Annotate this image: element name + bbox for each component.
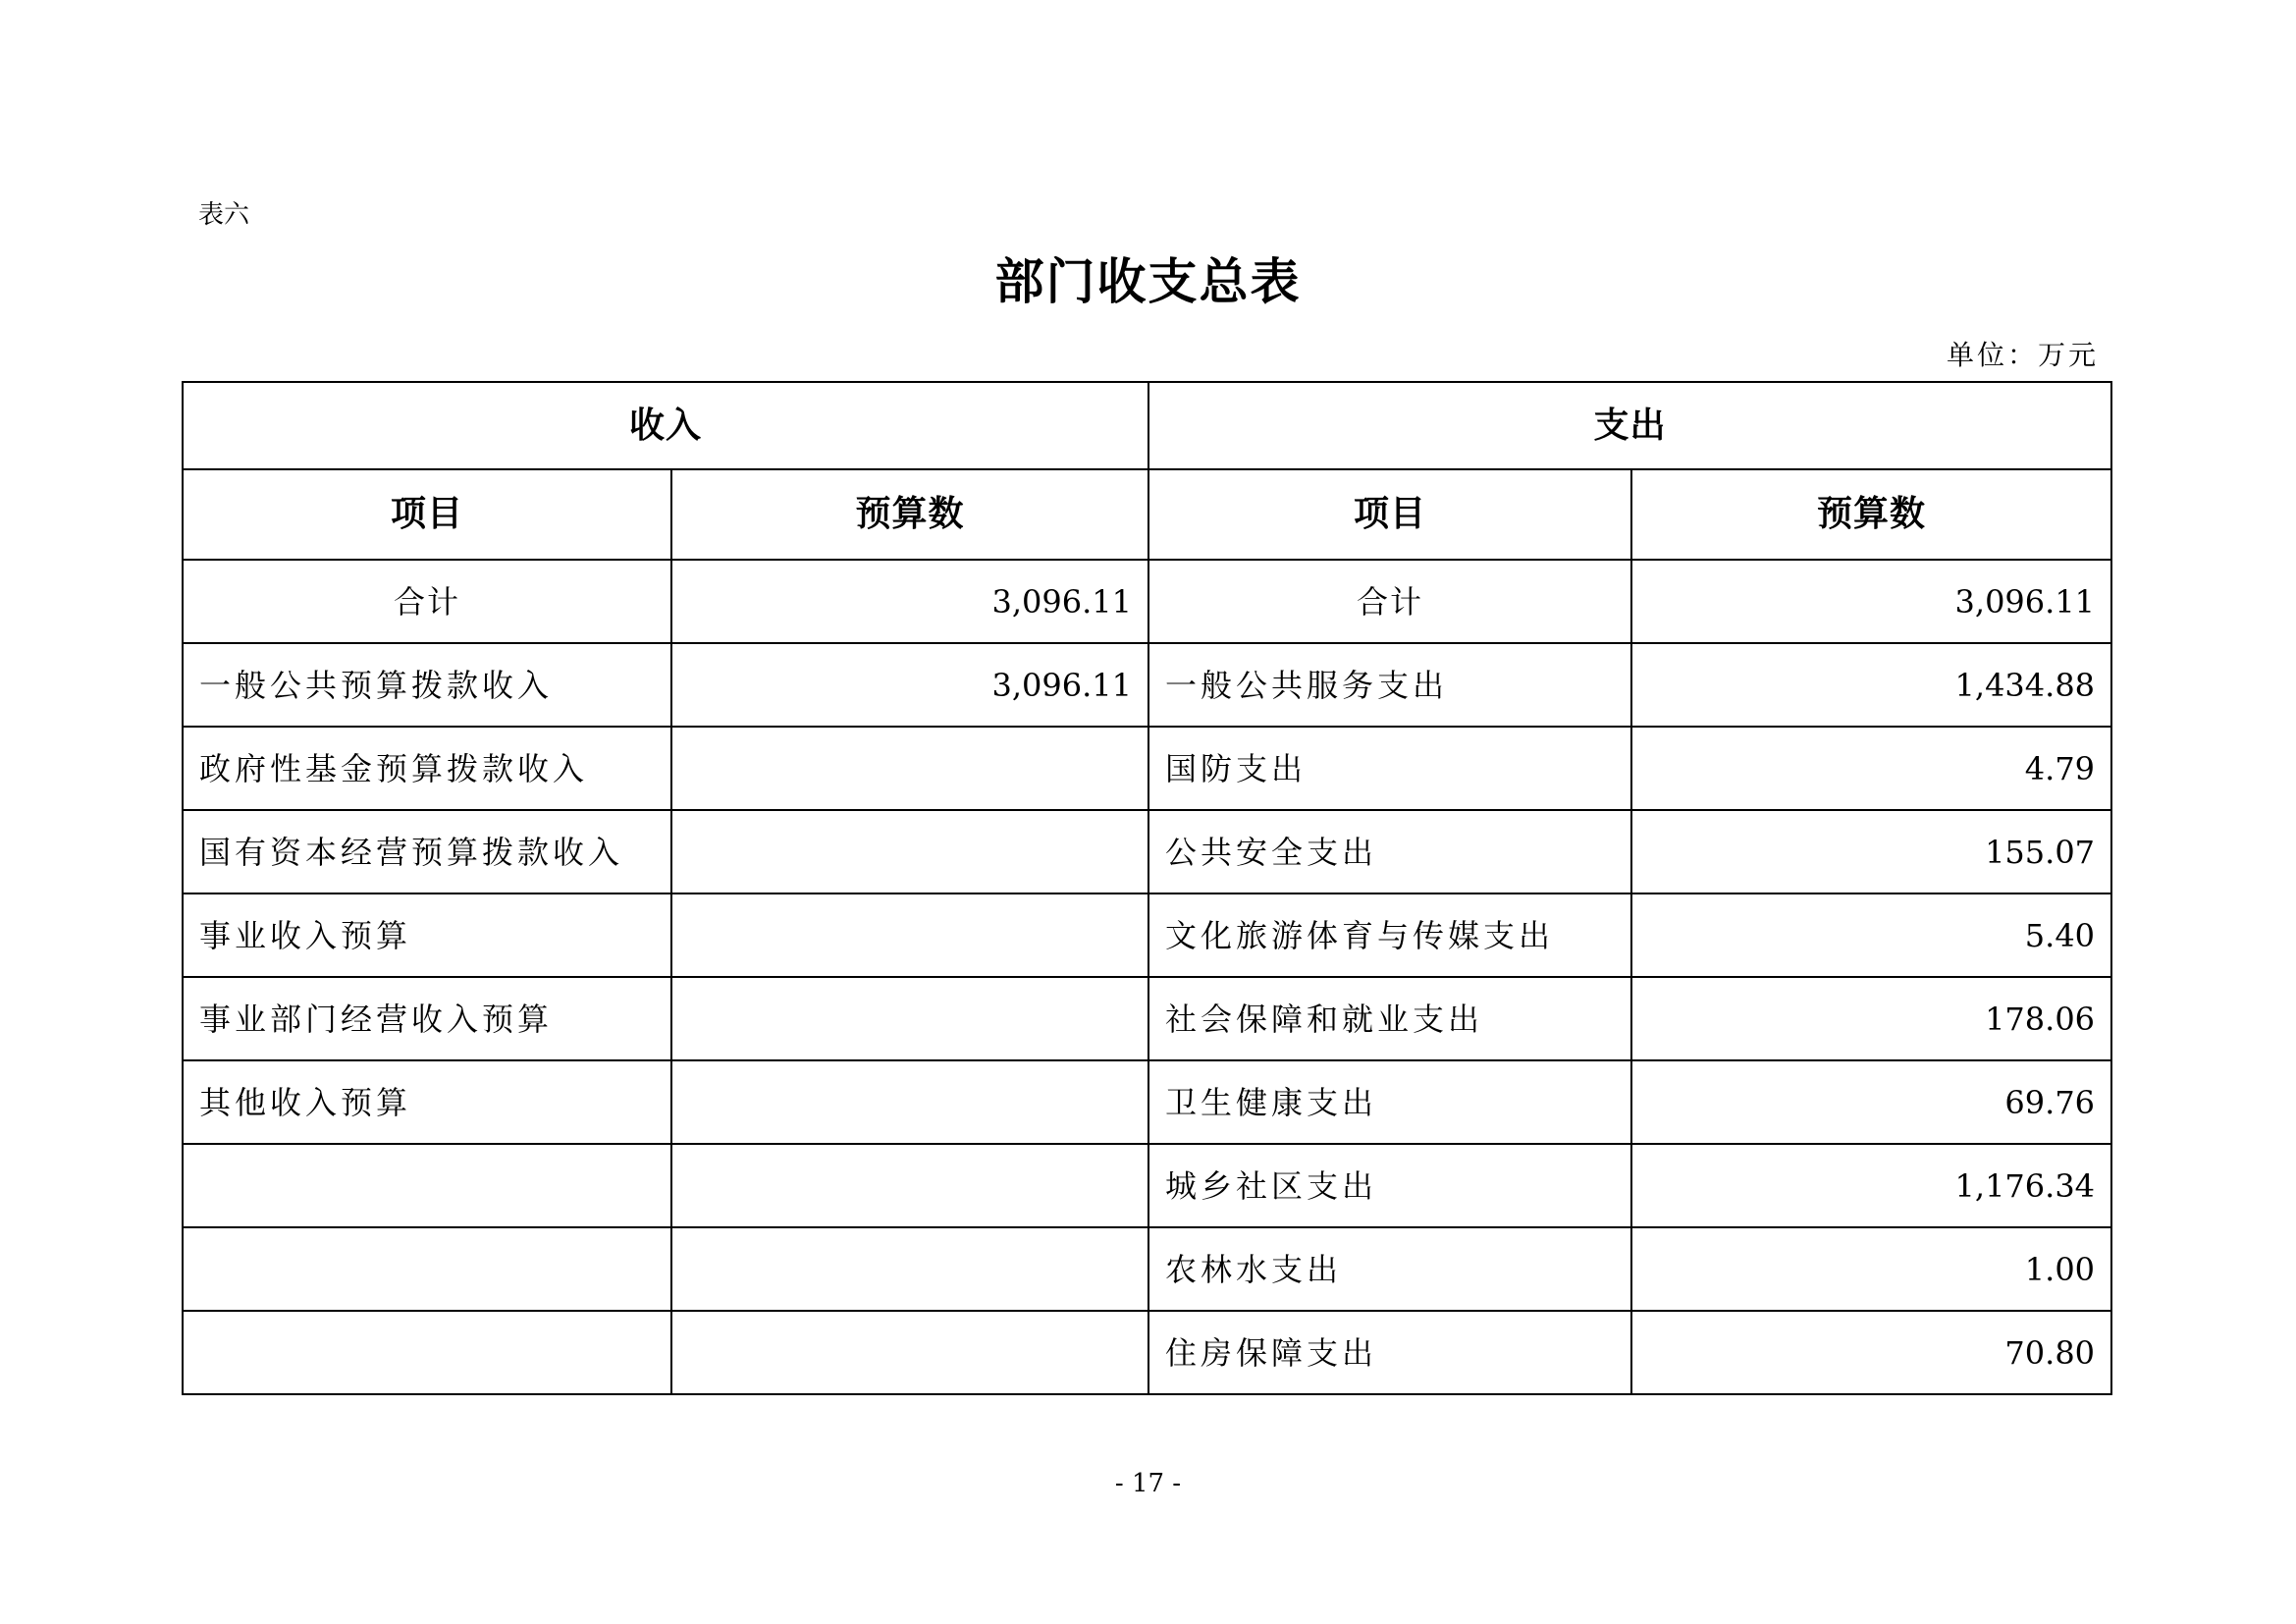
income-item-cell: 一般公共预算拨款收入 <box>183 643 671 727</box>
unit-label: 单位：万元 <box>1946 339 2099 371</box>
income-item-cell: 其他收入预算 <box>183 1060 671 1144</box>
expenditure-item-column-header: 项目 <box>1148 469 1631 560</box>
expenditure-amount-cell: 70.80 <box>1631 1311 2111 1394</box>
table-row <box>183 727 2111 810</box>
table-row <box>183 1311 2111 1394</box>
table-label: 表六 <box>198 200 250 230</box>
expenditure-section-header: 支出 <box>1148 382 2111 469</box>
table-row <box>183 643 2111 727</box>
income-section-header: 收入 <box>183 382 1148 469</box>
income-amount-cell <box>671 810 1148 893</box>
expenditure-amount-cell: 1,176.34 <box>1631 1144 2111 1227</box>
income-amount-cell <box>671 727 1148 810</box>
expenditure-amount-cell: 69.76 <box>1631 1060 2111 1144</box>
income-amount-cell <box>671 893 1148 977</box>
income-item-cell <box>183 1311 671 1394</box>
expenditure-item-cell: 社会保障和就业支出 <box>1148 977 1631 1060</box>
column-header-row <box>183 469 2111 560</box>
expenditure-item-cell: 国防支出 <box>1148 727 1631 810</box>
expenditure-item-cell: 一般公共服务支出 <box>1148 643 1631 727</box>
income-amount-cell: 3,096.11 <box>671 643 1148 727</box>
income-item-cell: 国有资本经营预算拨款收入 <box>183 810 671 893</box>
income-amount-cell <box>671 977 1148 1060</box>
expenditure-item-cell: 城乡社区支出 <box>1148 1144 1631 1227</box>
income-item-cell <box>183 1227 671 1311</box>
expenditure-item-cell: 公共安全支出 <box>1148 810 1631 893</box>
income-item-cell: 事业部门经营收入预算 <box>183 977 671 1060</box>
expenditure-amount-column-header: 预算数 <box>1631 469 2111 560</box>
income-item-column-header: 项目 <box>183 469 671 560</box>
income-amount-cell <box>671 1144 1148 1227</box>
expenditure-amount-cell: 5.40 <box>1631 893 2111 977</box>
income-amount-cell <box>671 1311 1148 1394</box>
table-row <box>183 977 2111 1060</box>
expenditure-total-amount: 3,096.11 <box>1631 560 2111 643</box>
page-title: 部门收支总表 <box>994 253 1302 310</box>
expenditure-item-cell: 住房保障支出 <box>1148 1311 1631 1394</box>
page-number: - 17 - <box>1114 1469 1182 1498</box>
table-row <box>183 810 2111 893</box>
income-item-cell: 事业收入预算 <box>183 893 671 977</box>
income-item-cell <box>183 1144 671 1227</box>
expenditure-amount-cell: 1.00 <box>1631 1227 2111 1311</box>
income-item-cell: 政府性基金预算拨款收入 <box>183 727 671 810</box>
table-row <box>183 1060 2111 1144</box>
expenditure-item-cell: 农林水支出 <box>1148 1227 1631 1311</box>
expenditure-total-label: 合计 <box>1148 560 1631 643</box>
table-row <box>183 1144 2111 1227</box>
section-header-row <box>183 382 2111 469</box>
expenditure-item-cell: 文化旅游体育与传媒支出 <box>1148 893 1631 977</box>
expenditure-item-cell: 卫生健康支出 <box>1148 1060 1631 1144</box>
income-amount-cell <box>671 1060 1148 1144</box>
table-row <box>183 893 2111 977</box>
income-amount-cell <box>671 1227 1148 1311</box>
table-row <box>183 1227 2111 1311</box>
income-amount-column-header: 预算数 <box>671 469 1148 560</box>
total-row <box>183 560 2111 643</box>
expenditure-amount-cell: 1,434.88 <box>1631 643 2111 727</box>
budget-summary-table <box>182 381 2112 1395</box>
expenditure-amount-cell: 178.06 <box>1631 977 2111 1060</box>
expenditure-amount-cell: 155.07 <box>1631 810 2111 893</box>
income-total-label: 合计 <box>183 560 671 643</box>
expenditure-amount-cell: 4.79 <box>1631 727 2111 810</box>
income-total-amount: 3,096.11 <box>671 560 1148 643</box>
